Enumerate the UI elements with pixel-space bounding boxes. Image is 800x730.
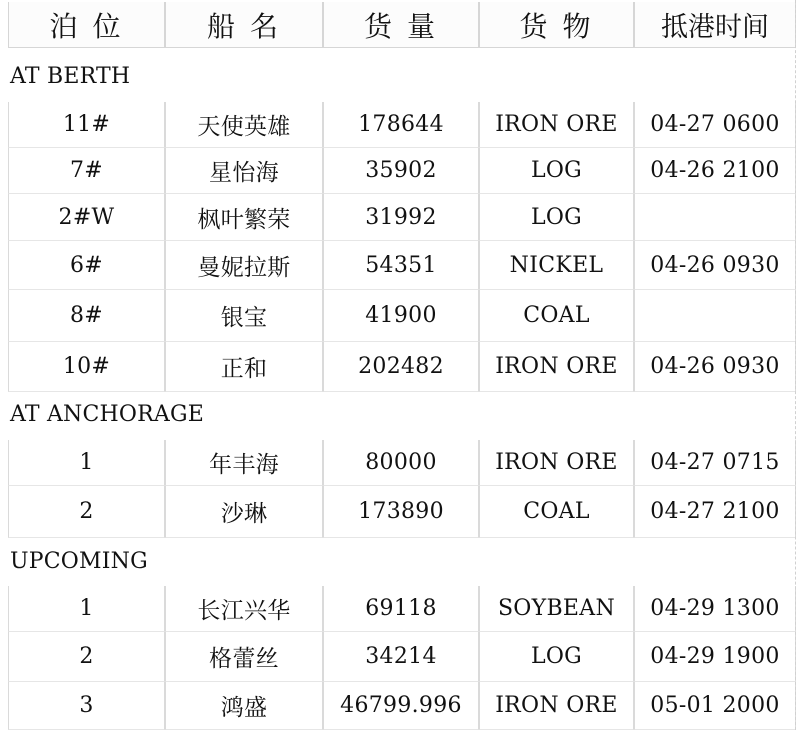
table-header-row [0,2,800,48]
cell-cargo: IRON ORE [479,440,634,486]
cell-quantity: 69118 [323,586,479,632]
table-row [0,102,800,148]
cell-cargo: COAL [479,290,634,342]
cell-cargo: LOG [479,194,634,241]
table-row [0,342,800,392]
header-quantity: 货 量 [323,2,479,48]
cell-berth: 2 [8,632,165,682]
table-row [0,682,800,730]
table-row [0,148,800,194]
cell-berth: 1 [8,440,165,486]
table-row [0,586,800,632]
cell-arrival-time: 04-27 0715 [634,440,796,486]
cell-ship: 正和 [165,342,323,392]
cell-cargo: NICKEL [479,241,634,290]
table-row [0,440,800,486]
cell-arrival-time: 04-29 1300 [634,586,796,632]
cell-quantity: 35902 [323,148,479,194]
cell-berth: 11# [8,102,165,148]
cell-berth: 3 [8,682,165,730]
header-cargo: 货 物 [479,2,634,48]
cell-quantity: 173890 [323,486,479,538]
table-row [0,194,800,241]
section-title-upcoming: UPCOMING [10,548,148,574]
cell-quantity: 31992 [323,194,479,241]
right-edge-divider [795,0,800,730]
cell-ship: 鸿盛 [165,682,323,730]
cell-cargo: LOG [479,148,634,194]
cell-cargo: IRON ORE [479,682,634,730]
cell-berth: 8# [8,290,165,342]
header-ship-name: 船 名 [165,2,323,48]
cell-quantity: 46799.996 [323,682,479,730]
table-row [0,632,800,682]
cell-ship: 天使英雄 [165,102,323,148]
cell-ship: 枫叶繁荣 [165,194,323,241]
cell-cargo: IRON ORE [479,342,634,392]
cell-berth: 10# [8,342,165,392]
cell-berth: 2#W [8,194,165,241]
section-title-at-berth: AT BERTH [10,63,131,89]
cell-cargo: IRON ORE [479,102,634,148]
cell-quantity: 41900 [323,290,479,342]
header-berth: 泊 位 [8,2,165,48]
cell-ship: 沙琳 [165,486,323,538]
cell-cargo: LOG [479,632,634,682]
cell-ship: 格蕾丝 [165,632,323,682]
cell-ship: 长江兴华 [165,586,323,632]
header-arrival-time: 抵港时间 [634,2,796,48]
cell-quantity: 54351 [323,241,479,290]
cell-arrival-time: 04-27 2100 [634,486,796,538]
cell-ship: 星怡海 [165,148,323,194]
cell-arrival-time: 04-26 0930 [634,342,796,392]
cell-arrival-time: 04-27 0600 [634,102,796,148]
cell-arrival-time: 04-26 0930 [634,241,796,290]
cell-berth: 6# [8,241,165,290]
cell-arrival-time: 04-29 1900 [634,632,796,682]
cell-berth: 2 [8,486,165,538]
cell-berth: 7# [8,148,165,194]
cell-quantity: 80000 [323,440,479,486]
cell-ship: 银宝 [165,290,323,342]
cell-quantity: 202482 [323,342,479,392]
section-title-at-anchorage: AT ANCHORAGE [10,401,205,427]
cell-ship: 年丰海 [165,440,323,486]
cell-arrival-time: 05-01 2000 [634,682,796,730]
cell-arrival-time [634,194,796,241]
table-row [0,486,800,538]
cell-berth: 1 [8,586,165,632]
cell-cargo: COAL [479,486,634,538]
cell-ship: 曼妮拉斯 [165,241,323,290]
table-row [0,290,800,342]
cell-cargo: SOYBEAN [479,586,634,632]
cell-quantity: 34214 [323,632,479,682]
cell-quantity: 178644 [323,102,479,148]
table-row [0,241,800,290]
cell-arrival-time [634,290,796,342]
cell-arrival-time: 04-26 2100 [634,148,796,194]
